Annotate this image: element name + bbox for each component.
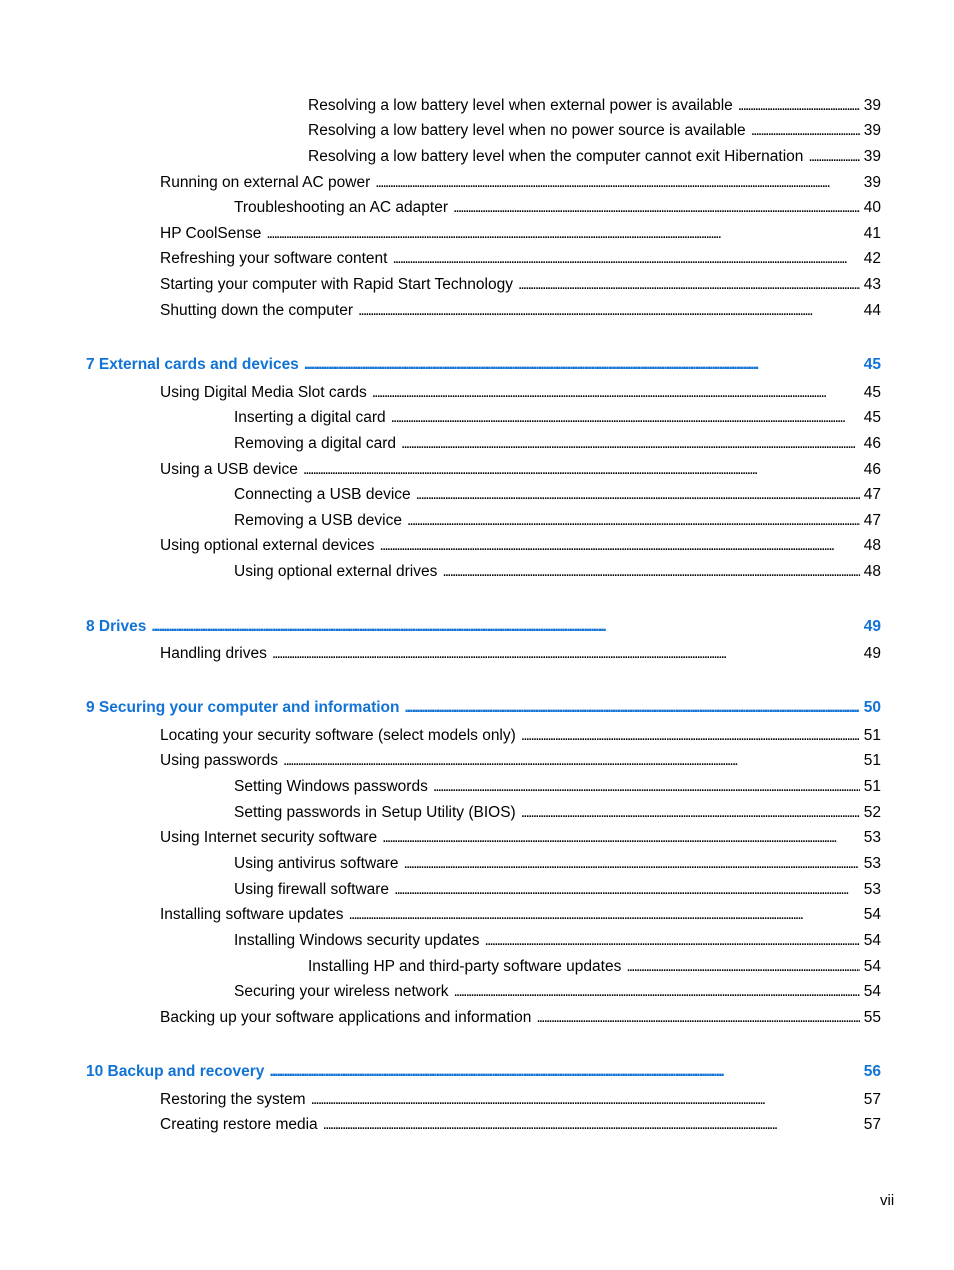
toc-entry[interactable]	[234, 407, 881, 429]
dot-leader	[266, 223, 859, 245]
page-number: vii	[880, 1192, 895, 1209]
toc-entry-title: Resolving a low battery level when external power is available	[308, 97, 733, 114]
toc-entry-page: 48	[863, 563, 881, 580]
dot-leader	[536, 1007, 859, 1029]
dot-leader	[151, 616, 859, 638]
toc-entry[interactable]	[160, 1114, 881, 1136]
toc-entry[interactable]	[160, 382, 881, 404]
dot-leader	[518, 274, 860, 296]
toc-entry[interactable]	[234, 802, 881, 824]
toc-chapter-entry[interactable]	[86, 697, 881, 719]
toc-entry[interactable]	[234, 981, 881, 1003]
toc-entry-title: Using optional external devices	[160, 537, 375, 554]
toc-entry-title: Connecting a USB device	[234, 486, 411, 503]
toc-entry-page: 39	[863, 122, 881, 139]
dot-leader	[521, 802, 860, 824]
dot-leader	[394, 879, 860, 901]
toc-entry-page: 39	[863, 97, 881, 114]
toc-entry-page: 54	[863, 932, 881, 949]
toc-entry[interactable]	[160, 1007, 881, 1029]
toc-entry-page: 47	[863, 486, 881, 503]
toc-entry-title: Using passwords	[160, 752, 279, 769]
toc-entry-title: Removing a USB device	[234, 512, 402, 529]
dot-leader	[358, 300, 860, 322]
toc-entry-page: 45	[863, 409, 881, 426]
toc-entry-title: Installing HP and third-party software updates	[308, 958, 622, 975]
toc-entry-title: Using firewall software	[234, 881, 390, 898]
toc-entry-title: Inserting a digital card	[234, 409, 386, 426]
toc-entry[interactable]	[160, 904, 881, 926]
toc-entry-title: Starting your computer with Rapid Start Technology	[160, 276, 513, 293]
dot-leader	[433, 776, 860, 798]
dot-leader	[382, 827, 860, 849]
toc-entry-title: Setting Windows passwords	[234, 778, 428, 795]
toc-entry[interactable]	[234, 930, 881, 952]
toc-entry[interactable]	[160, 459, 881, 481]
toc-entry-page: 42	[863, 250, 881, 267]
toc-entry-title: Handling drives	[160, 645, 267, 662]
toc-entry-page: 53	[863, 855, 881, 872]
toc-entry-page: 39	[863, 148, 881, 165]
toc-entry-page: 43	[863, 276, 881, 293]
toc-entry[interactable]	[308, 956, 881, 978]
toc-entry-page: 50	[863, 699, 881, 716]
dot-leader	[323, 1114, 860, 1136]
toc-entry-title: Using Digital Media Slot cards	[160, 384, 367, 401]
toc-entry-page: 55	[863, 1009, 881, 1026]
toc-entry-page: 49	[863, 645, 881, 662]
toc-entry-page: 45	[863, 384, 881, 401]
dot-leader	[485, 930, 860, 952]
dot-leader	[416, 484, 860, 506]
toc-entry[interactable]	[234, 879, 881, 901]
toc-entry-title: 9 Securing your computer and information	[86, 699, 400, 716]
toc-entry-title: 8 Drives	[86, 618, 147, 635]
dot-leader	[751, 120, 860, 142]
toc-entry[interactable]	[160, 248, 881, 270]
dot-leader	[404, 697, 859, 719]
toc-entry-page: 41	[863, 225, 881, 242]
toc-entry-title: Setting passwords in Setup Utility (BIOS)	[234, 804, 516, 821]
toc-entry[interactable]	[234, 510, 881, 532]
toc-entry-title: Creating restore media	[160, 1116, 318, 1133]
toc-entry-title: 10 Backup and recovery	[86, 1063, 265, 1080]
toc-entry[interactable]	[308, 146, 881, 168]
toc-entry-page: 51	[863, 727, 881, 744]
toc-entry[interactable]	[160, 172, 881, 194]
toc-entry[interactable]	[160, 300, 881, 322]
toc-entry-page: 52	[863, 804, 881, 821]
toc-entry[interactable]	[160, 274, 881, 296]
dot-leader	[311, 1089, 860, 1111]
toc-entry-page: 57	[863, 1116, 881, 1133]
toc-entry-title: Using optional external drives	[234, 563, 438, 580]
dot-leader	[272, 643, 860, 665]
toc-entry[interactable]	[160, 223, 881, 245]
toc-entry-page: 45	[863, 356, 881, 373]
dot-leader	[269, 1061, 859, 1083]
toc-entry[interactable]	[160, 827, 881, 849]
toc-entry-title: Installing Windows security updates	[234, 932, 480, 949]
toc-entry[interactable]	[160, 535, 881, 557]
toc-entry-page: 46	[863, 461, 881, 478]
toc-entry[interactable]	[160, 643, 881, 665]
toc-entry-page: 44	[863, 302, 881, 319]
toc-entry-page: 48	[863, 537, 881, 554]
toc-entry-page: 54	[863, 958, 881, 975]
toc-entry-title: Using a USB device	[160, 461, 298, 478]
toc-entry-page: 49	[863, 618, 881, 635]
toc-entry-page: 53	[863, 829, 881, 846]
toc-entry-title: Using antivirus software	[234, 855, 399, 872]
toc-entry[interactable]	[234, 484, 881, 506]
toc-entry-title: Securing your wireless network	[234, 983, 449, 1000]
toc-entry-title: Restoring the system	[160, 1091, 306, 1108]
dot-leader	[442, 561, 859, 583]
toc-entry-page: 47	[863, 512, 881, 529]
toc-entry-page: 39	[863, 174, 881, 191]
toc-chapter-entry[interactable]	[86, 354, 881, 376]
dot-leader	[808, 146, 859, 168]
toc-entry[interactable]	[160, 1089, 881, 1111]
toc-entry-title: Troubleshooting an AC adapter	[234, 199, 448, 216]
toc-entry-page: 53	[863, 881, 881, 898]
toc-entry-title: Resolving a low battery level when the computer cannot exit Hibernation	[308, 148, 804, 165]
dot-leader	[375, 172, 860, 194]
dot-leader	[303, 459, 860, 481]
dot-leader	[392, 248, 859, 270]
dot-leader	[404, 853, 860, 875]
toc-entry-title: Resolving a low battery level when no power source is available	[308, 122, 746, 139]
dot-leader	[738, 95, 860, 117]
toc-entry-title: Running on external AC power	[160, 174, 371, 191]
toc-entry[interactable]	[160, 725, 881, 747]
dot-leader	[380, 535, 860, 557]
toc-entry-title: Removing a digital card	[234, 435, 396, 452]
dot-leader	[391, 407, 860, 429]
dot-leader	[521, 725, 860, 747]
dot-leader	[454, 981, 860, 1003]
toc-entry-page: 57	[863, 1091, 881, 1108]
toc-entry-title: Shutting down the computer	[160, 302, 354, 319]
toc-entry-title: Installing software updates	[160, 906, 344, 923]
toc-entry-page: 51	[863, 752, 881, 769]
toc-entry-title: 7 External cards and devices	[86, 356, 299, 373]
dot-leader	[626, 956, 859, 978]
toc-entry-title: Locating your security software (select models only)	[160, 727, 516, 744]
toc-entry-title: HP CoolSense	[160, 225, 262, 242]
toc-entry-page: 51	[863, 778, 881, 795]
dot-leader	[349, 904, 860, 926]
toc-entry[interactable]	[308, 95, 881, 117]
toc-entry-page: 54	[863, 983, 881, 1000]
toc-entry[interactable]	[234, 853, 881, 875]
toc-entry[interactable]	[234, 776, 881, 798]
toc-entry-page: 40	[863, 199, 881, 216]
dot-leader	[401, 433, 860, 455]
toc-entry-title: Refreshing your software content	[160, 250, 388, 267]
toc-chapter-entry[interactable]	[86, 1061, 881, 1083]
toc-entry-page: 54	[863, 906, 881, 923]
toc-entry-page: 46	[863, 435, 881, 452]
toc-entry[interactable]	[160, 750, 881, 772]
dot-leader	[304, 354, 860, 376]
dot-leader	[453, 197, 860, 219]
dot-leader	[372, 382, 860, 404]
dot-leader	[407, 510, 860, 532]
toc-entry-title: Backing up your software applications and information	[160, 1009, 532, 1026]
toc-entry[interactable]	[234, 433, 881, 455]
toc-entry[interactable]	[234, 197, 881, 219]
toc-chapter-entry[interactable]	[86, 616, 881, 638]
dot-leader	[283, 750, 860, 772]
toc-entry[interactable]	[308, 120, 881, 142]
toc-entry[interactable]	[234, 561, 881, 583]
toc-entry-title: Using Internet security software	[160, 829, 378, 846]
toc-entry-page: 56	[863, 1063, 881, 1080]
